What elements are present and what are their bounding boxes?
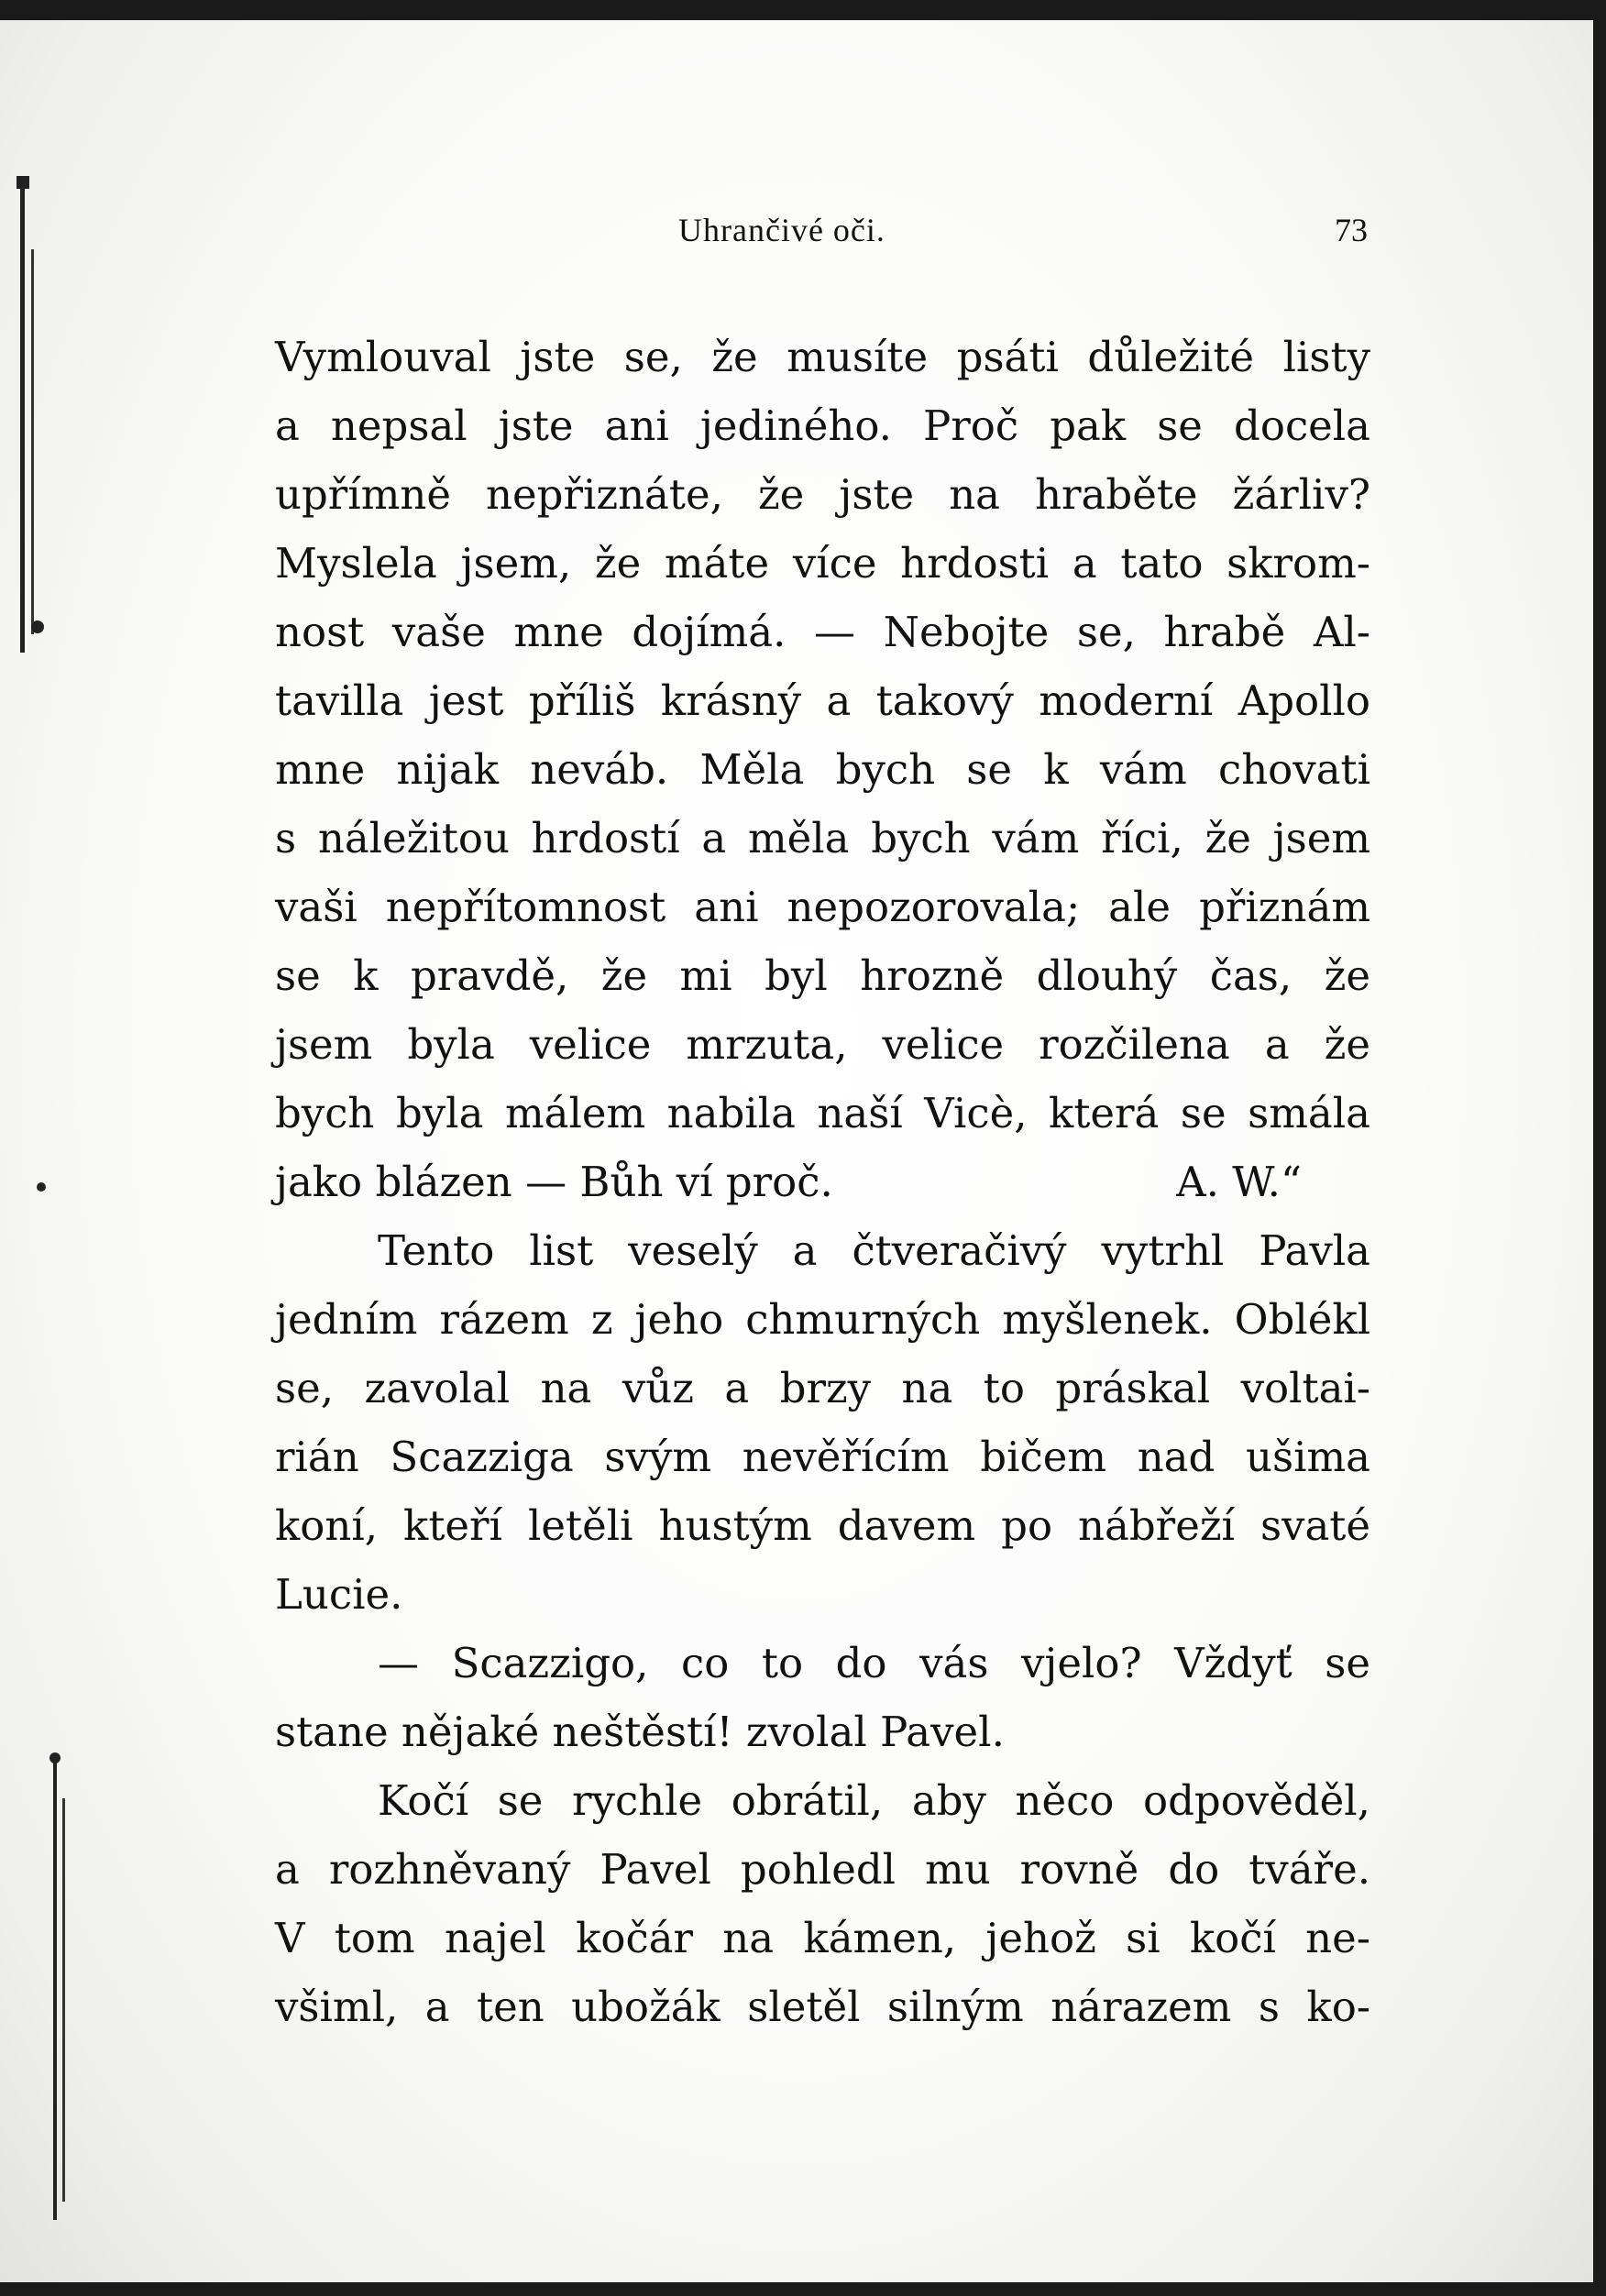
paragraph-start-line: — Scazzigo, co to do vás vjelo? Vždyť se xyxy=(378,1639,1370,1687)
text-line: V tom najel kočár na kámen, jehož si kočí ne- xyxy=(275,1914,1370,1962)
letter-signature: A. W.“ xyxy=(1176,1158,1302,1206)
text-line: jsem byla velice mrzuta, velice rozčilena a že xyxy=(275,1020,1370,1069)
binding-bar xyxy=(20,176,25,653)
paragraph-start-line: Tento list veselý a čtveračivý vytrhl Pavla xyxy=(378,1226,1370,1275)
text-line: s náležitou hrdostí a měla bych vám říci, že jsem xyxy=(275,814,1370,862)
binding-mark xyxy=(16,176,28,653)
text-line: vaši nepřítomnost ani nepozorovala; ale přiznám xyxy=(275,883,1370,931)
ink-speck xyxy=(37,1182,46,1192)
text-line: jedním rázem z jeho chmurných myšlenek. Oblékl xyxy=(275,1295,1370,1344)
page-number: 73 xyxy=(1335,212,1368,248)
text-line: a nepsal jste ani jediného. Proč pak se docela xyxy=(275,401,1370,450)
ink-speck xyxy=(31,621,44,633)
text-line: Lucie. xyxy=(275,1570,403,1619)
text-line: se, zavolal na vůz a brzy na to práskal voltai- xyxy=(275,1364,1370,1412)
text-line: stane nějaké neštěstí! zvolal Pavel. xyxy=(275,1708,1005,1756)
text-line: se k pravdě, že mi byl hrozně dlouhý čas, že xyxy=(275,951,1370,1000)
binding-mark-lower xyxy=(48,1762,66,2220)
text-line: rián Scazziga svým nevěřícím bičem nad ušima xyxy=(275,1433,1370,1481)
book-page xyxy=(0,20,1593,2282)
paragraph-start-line: Kočí se rychle obrátil, aby něco odpověděl, xyxy=(378,1776,1370,1825)
binding-bar-lower xyxy=(53,1762,57,2220)
text-line: všiml, a ten ubožák sletěl silným nárazem s ko- xyxy=(275,1983,1370,2031)
text-line: Vymlouval jste se, že musíte psáti důležité listy xyxy=(275,333,1370,381)
body-text xyxy=(275,323,1370,2041)
text-line: tavilla jest příliš krásný a takový moderní Apollo xyxy=(275,676,1370,725)
page-header xyxy=(275,194,1375,249)
text-line: koní, kteří letěli hustým davem po nábřeží svaté xyxy=(275,1501,1370,1550)
binding-inner-bar-lower xyxy=(62,1798,65,2202)
text-line: jako blázen — Bůh ví proč. xyxy=(275,1158,833,1206)
text-line: a rozhněvaný Pavel pohledl mu rovně do tváře. xyxy=(275,1845,1370,1894)
binding-inner-bar xyxy=(31,249,34,634)
text-line: Myslela jsem, že máte více hrdosti a tato skrom- xyxy=(275,539,1370,588)
text-line: upřímně nepřiznáte, že jste na hraběte žárliv? xyxy=(275,470,1370,519)
text-line-with-signature xyxy=(275,1148,1370,1216)
running-title: Uhrančivé oči. xyxy=(678,212,886,248)
text-line: mne nijak neváb. Měla bych se k vám chovati xyxy=(275,745,1370,794)
text-line: nost vaše mne dojímá. — Nebojte se, hrabě Al- xyxy=(275,608,1370,656)
text-line: bych byla málem nabila naší Vicè, která se smála xyxy=(275,1089,1370,1137)
